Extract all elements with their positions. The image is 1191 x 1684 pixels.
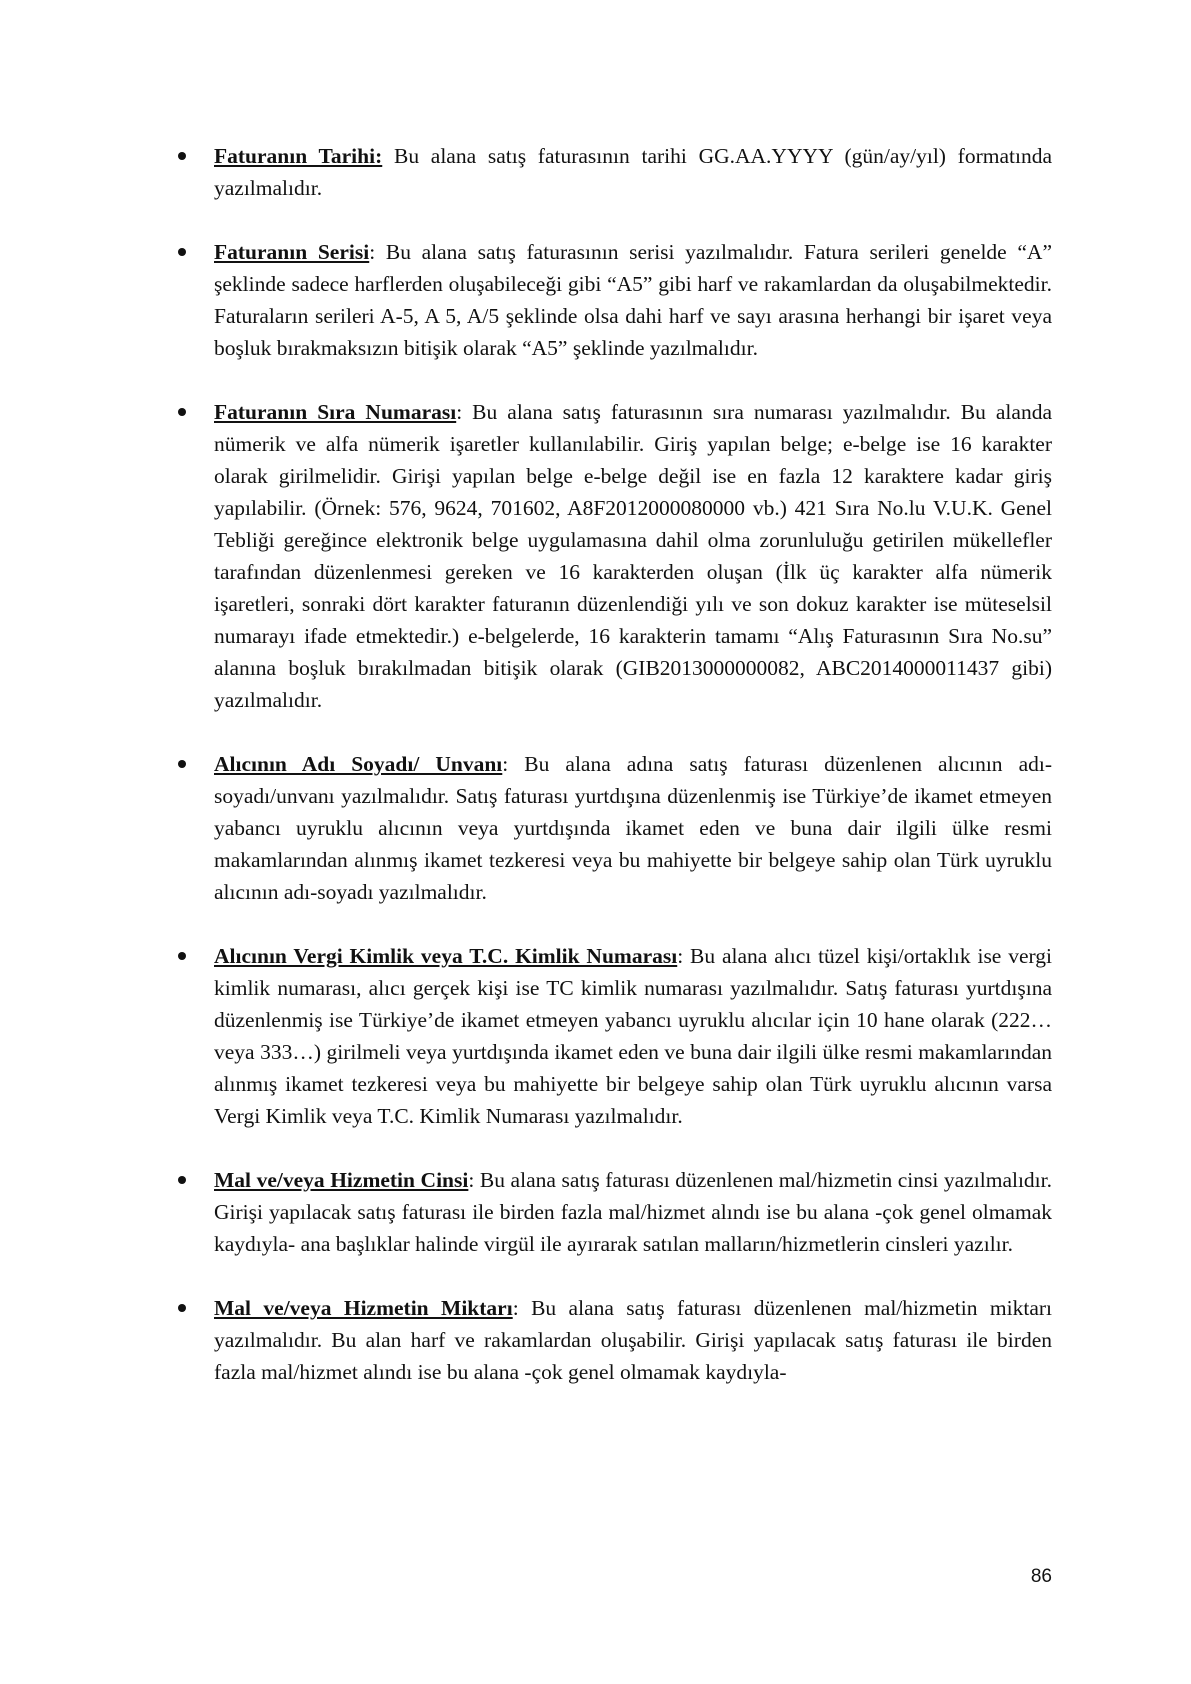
bullet-icon [178, 760, 186, 768]
bullet-icon [178, 952, 186, 960]
field-term: Faturanın Serisi [214, 240, 370, 264]
field-description: : Bu alana satış faturasının serisi yazılmalıdır. Fatura serileri genelde “A” şeklinde sadece harflerden oluşabileceği gibi “A5” gibi harf ve rakamlardan da oluşabilmektedir. Faturaların serileri A-5, A 5, A/5 şeklinde olsa dahi harf ve sayı arasına herhangi bir işaret veya boşluk bırakmaksızın bitişik olarak “A5” şeklinde yazılmalıdır. [214, 240, 1052, 360]
field-description: : Bu alana alıcı tüzel kişi/ortaklık ise vergi kimlik numarası, alıcı gerçek kişi ise TC kimlik numarası yazılmalıdır. Satış faturası yurtdışına düzenlenmiş ise Türkiye’de ikamet etmeyen yabancı uyruklu alıcılar için 10 hane olarak (222… veya 333…) girilmeli veya yurtdışında ikamet eden ve buna dair ilgili ülke resmi makamlarından alınmış ikamet tezkeresi veya bu mahiyette bir belgeye sahip olan Türk uyruklu alıcının varsa Vergi Kimlik veya T.C. Kimlik Numarası yazılmalıdır. [214, 944, 1052, 1128]
field-term: Alıcının Adı Soyadı/ Unvanı [214, 752, 503, 776]
list-item-paragraph [214, 940, 1052, 1132]
field-term: Alıcının Vergi Kimlik veya T.C. Kimlik Numarası [214, 944, 678, 968]
list-item-goods-type [178, 1164, 1052, 1260]
page-number: 86 [1030, 1566, 1052, 1587]
field-description: : Bu alana satış faturası düzenlenen mal/hizmetin cinsi yazılmalıdır. Girişi yapılacak satış faturası ile birden fazla mal/hizmet alındı ise bu alana -çok genel olmamak kaydıyla- ana başlıklar halinde virgül ile ayırarak satılan malların/hizmetlerin cinsleri yazılır. [214, 1168, 1052, 1256]
bullet-list [178, 140, 1052, 1420]
field-term: Mal ve/veya Hizmetin Miktarı [214, 1296, 513, 1320]
field-description: Bu alana satış faturasının tarihi GG.AA.YYYY (gün/ay/yıl) formatında yazılmalıdır. [214, 144, 1053, 200]
bullet-icon [178, 248, 186, 256]
list-item-paragraph [214, 236, 1052, 364]
bullet-icon [178, 152, 186, 160]
field-term: Mal ve/veya Hizmetin Cinsi [214, 1168, 469, 1192]
list-item-paragraph [214, 1292, 1052, 1388]
bullet-icon [178, 1304, 186, 1312]
field-description: : Bu alana satış faturası düzenlenen mal/hizmetin miktarı yazılmalıdır. Bu alan harf ve rakamlardan oluşabilir. Girişi yapılacak satış faturası ile birden fazla mal/hizmet alındı ise bu alana -çok genel olmamak kaydıyla- [214, 1296, 1052, 1384]
field-description: : Bu alana adına satış faturası düzenlenen alıcının adı-soyadı/unvanı yazılmalıdır. Satış faturası yurtdışına düzenlenmiş ise Türkiye’de ikamet etmeyen yabancı uyruklu alıcının veya yurtdışında ikamet eden ve buna dair ilgili ülke resmi makamlarından alınmış ikamet tezkeresi veya bu mahiyette bir belgeye sahip olan Türk uyruklu alıcının adı-soyadı yazılmalıdır. [214, 752, 1052, 904]
field-term: Faturanın Tarihi: [214, 144, 383, 168]
list-item-invoice-sequence-number [178, 396, 1052, 716]
list-item-paragraph [214, 1164, 1052, 1260]
list-item-buyer-tax-id [178, 940, 1052, 1132]
list-item-paragraph [214, 140, 1052, 204]
list-item-buyer-name [178, 748, 1052, 908]
field-term: Faturanın Sıra Numarası [214, 400, 457, 424]
list-item-paragraph [214, 748, 1052, 908]
list-item-invoice-date [178, 140, 1052, 204]
field-description: : Bu alana satış faturasının sıra numarası yazılmalıdır. Bu alanda nümerik ve alfa nümerik işaretler kullanılabilir. Giriş yapılan belge; e-belge ise 16 karakter olarak girilmelidir. Girişi yapılan belge e-belge değil ise en fazla 12 karaktere kadar giriş yapılabilir. (Örnek: 576, 9624, 701602, A8F2012000080000 vb.) 421 Sıra No.lu V.U.K. Genel Tebliği gereğince elektronik belge uygulamasına dahil olma zorunluluğu getirilen mükellefler tarafından düzenlenmesi gereken ve 16 karakterden oluşan (İlk üç karakter alfa nümerik işaretleri, sonraki dört karakter faturanın düzenlendiği yılı ve son dokuz karakter ise müteselsil numarayı ifade etmektedir.) e-belgelerde, 16 karakterin tamamı “Alış Faturasının Sıra No.su” alanına boşluk bırakılmadan bitişik olarak (GIB2013000000082, ABC2014000011437 gibi) yazılmalıdır. [214, 400, 1052, 712]
list-item-goods-quantity [178, 1292, 1052, 1388]
bullet-icon [178, 408, 186, 416]
list-item-invoice-series [178, 236, 1052, 364]
bullet-icon [178, 1176, 186, 1184]
list-item-paragraph [214, 396, 1052, 716]
